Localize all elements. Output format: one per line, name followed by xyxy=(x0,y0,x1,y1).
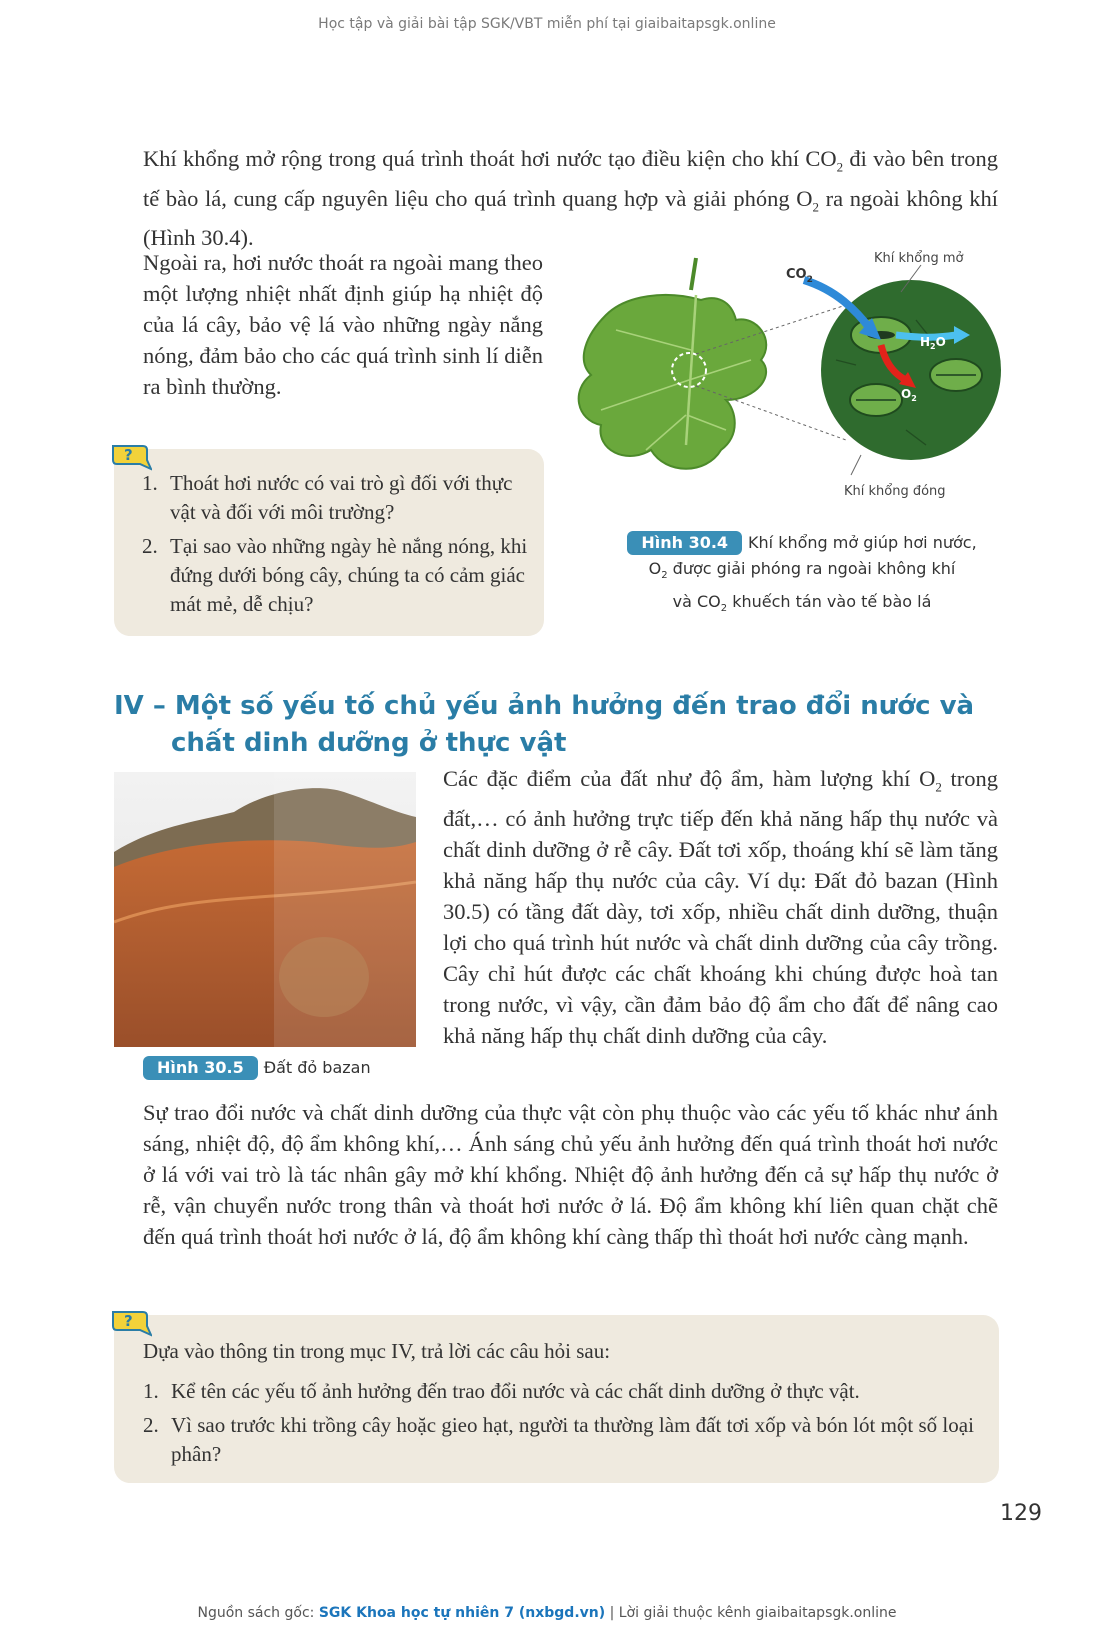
label-o2: $O_2$ xyxy=(901,387,917,403)
figure-tag: Hình 30.4 xyxy=(627,531,742,555)
intro-p1-part-a: Khí khổng mở rộng trong quá trình thoát hơi nước tạo điều kiện cho khí CO xyxy=(143,146,837,171)
label-h2o: $H_2O$ xyxy=(920,335,946,351)
intro-p1-part-c: ra ngoài không khí (Hình 30.4). xyxy=(143,185,998,250)
section-iv-paragraph-2: Sự trao đổi nước và chất dinh dưỡng của thực vật còn phụ thuộc vào các yếu tố khác như ánh sáng, nhiệt độ, độ ẩm không khí,… Ánh sáng chủ yếu ảnh hưởng đến quá trình thoát hơi nước ở lá với vai trò là tác nhân gây mở khí khổng. Nhiệt độ ảnh hưởng đến cả sự hấp thụ nước ở rễ, vận chuyển nước trong thân và thoát hơi nước ở lá. Độ ẩm không khí liên quan chặt chẽ đến quá trình thoát hơi nước ở lá, độ ẩm không khí càng thấp thì thoát hơi nước càng mạnh. xyxy=(143,1100,998,1249)
label-stomata-closed: Khí khổng đóng xyxy=(844,484,946,499)
figure-30-4-diagram xyxy=(556,250,1016,510)
svg-text:?: ? xyxy=(124,1312,133,1330)
footer-source-link[interactable]: SGK Khoa học tự nhiên 7 (nxbgd.vn) xyxy=(318,1605,606,1621)
section-heading: IV – Một số yếu tố chủ yếu ảnh hưởng đến trao đổi nước và chất dinh dưỡng ở thực vật xyxy=(114,691,975,758)
question-item: 1. Thoát hơi nước có vai trò gì đối với thực vật và đối với môi trường? xyxy=(142,471,513,524)
figure-30-5-photo xyxy=(114,772,416,1047)
page-number: 129 xyxy=(1000,1501,1042,1526)
footer: Nguồn sách gốc: SGK Khoa học tự nhiên 7 (nxbgd.vn) | Lời giải thuộc kênh giaibaitapsgk.online xyxy=(197,1605,897,1621)
question-box-1 xyxy=(114,446,544,636)
question-icon xyxy=(110,1309,152,1337)
question-intro: Dựa vào thông tin trong mục IV, trả lời các câu hỏi sau: xyxy=(143,1339,611,1363)
section-iv-paragraph-1: Các đặc điểm của đất như độ ẩm, hàm lượng khí $O_2$ trong đất,… có ảnh hưởng trực tiếp đến khả năng hấp thụ nước và chất dinh dưỡng ở rễ cây. Đất tơi xốp, thoáng khí sẽ làm tăng khả năng hấp thụ nước của cây. Ví dụ: Đất đỏ bazan (Hình 30.5) có tầng đất dày, tơi xốp, nhiều chất dinh dưỡng, thuận lợi cho quá trình hút nước và chất dinh dưỡng của cây trồng. Cây chỉ hút được các chất khoáng khi chúng được hoà tan trong nước, vì vậy, cần đảm bảo độ ẩm cho đất để nâng cao khả năng hấp thụ chất dinh dưỡng của cây. xyxy=(443,766,999,1048)
question-box-2 xyxy=(114,1312,999,1483)
question-icon xyxy=(110,443,152,471)
intro-p1-part-b: đi vào bên trong tế bào lá, cung cấp nguyên liệu cho quá trình quang hợp và giải phóng O xyxy=(143,146,999,211)
intro-p1-sub: 2 xyxy=(812,199,819,214)
label-co2: $CO_2$ xyxy=(786,267,813,285)
figure-30-5-caption: Hình 30.5 Đất đỏ bazan xyxy=(143,1055,371,1081)
leaf-illustration xyxy=(579,258,767,469)
label-stomata-open: Khí khổng mở xyxy=(874,251,964,266)
figure-tag: Hình 30.5 xyxy=(143,1056,258,1080)
intro-paragraph-1 xyxy=(143,143,998,253)
question-list-2 xyxy=(143,1377,983,1474)
top-note: Học tập và giải bài tập SGK/VBT miễn phí tại giaibaitapsgk.online xyxy=(318,16,776,32)
question-item: 2. Tại sao vào những ngày hè nắng nóng, khi đứng dưới bóng cây, chúng ta có cảm giác mát mẻ, dễ chịu? xyxy=(142,534,528,616)
question-list-1 xyxy=(142,469,530,624)
intro-paragraph-2: Ngoài ra, hơi nước thoát ra ngoài mang theo một lượng nhiệt nhất định giúp hạ nhiệt độ của lá cây, bảo vệ lá vào những ngày nắng nóng, đảm bảo cho các quá trình sinh lí diễn ra bình thường. xyxy=(143,250,543,399)
figure-30-4-caption: Hình 30.4 Khí khổng mở giúp hơi nước, $O_2$ được giải phóng ra ngoài không khí và $CO_2$ khuếch tán vào tế bào lá xyxy=(602,530,1002,622)
svg-text:?: ? xyxy=(124,446,133,464)
intro-p1-sub: 2 xyxy=(836,159,844,175)
question-item: 2. Vì sao trước khi trồng cây hoặc gieo hạt, người ta thường làm đất tơi xốp và bón lót một số loại phân? xyxy=(143,1413,974,1466)
question-item: 1. Kể tên các yếu tố ảnh hưởng đến trao đổi nước và các chất dinh dưỡng ở thực vật. xyxy=(143,1379,860,1403)
